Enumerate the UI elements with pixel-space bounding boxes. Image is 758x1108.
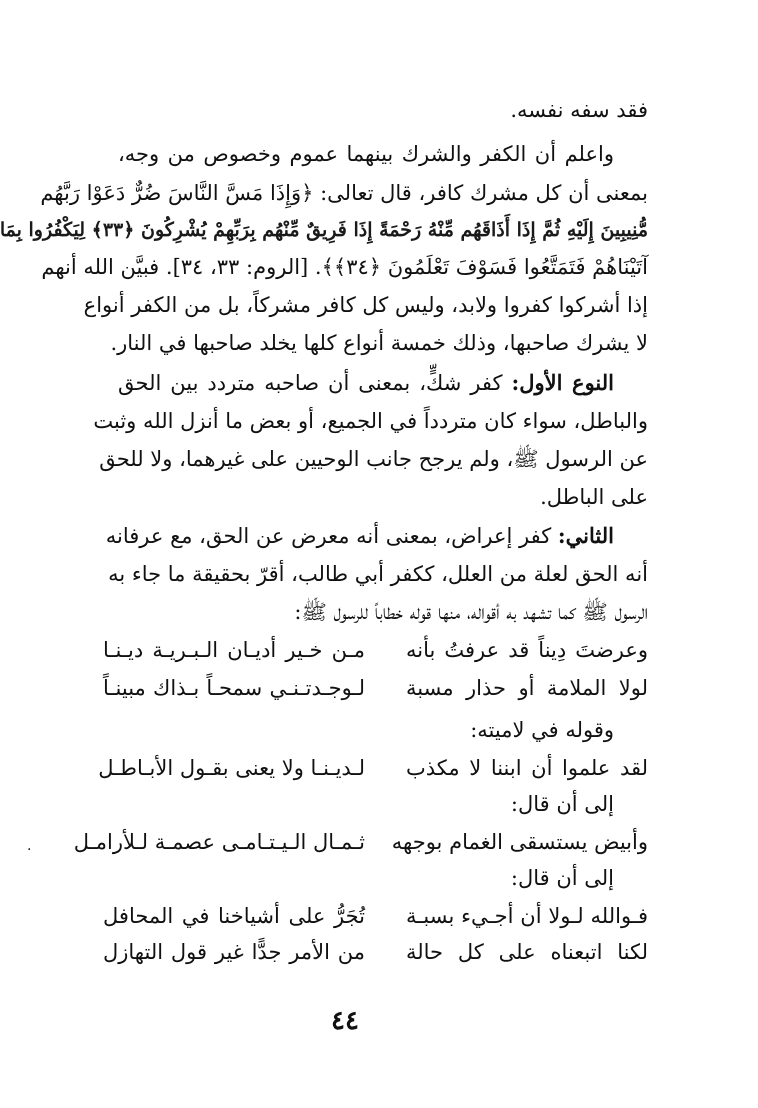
ila-an-qal-2: إلى أن قال: [510,866,614,890]
text-line-7: لا يشرك صاحبها، وذلك خمسة أنواع كلها يخلد صاحبها في النار. [110,331,648,355]
heading-second-type: الثاني: [557,523,614,548]
poem-verse-3-first-hemistich: لقد علموا أن ابننا لا مكذب [406,756,648,780]
poem-verse-4-first-hemistich: وأبيض يستسقى الغمام بوجهه [391,830,648,854]
text-line-3-content: بمعنى أن كل مشرك كافر، قال تعالى: ﴿وَإِذَا مَسَّ النَّاسَ ضُرٌّ دَعَوْا رَبَّهُم [40,181,648,205]
text-line-12-rest: كفر إعراض، بمعنى أنه معرض عن الحق، مع عرفانه [105,524,552,548]
poem-verse-1-second-hemistich: مـن خـير أديـان الـبـريـة ديـنـا [103,638,365,662]
poem-verse-5 [103,898,648,934]
poem-verse-6-second-hemistich: من الأمر جدًّا غير قول التهازل [103,940,365,964]
poem-verse-3 [98,750,648,786]
text-line-6: إذا أشركوا كفروا ولابد، وليس كل كافر مشركاً، بل من الكفر أنواع [83,293,648,317]
text-line-2: واعلم أن الكفر والشرك بينهما عموم وخصوص من وجه، [118,142,614,166]
heading-first-type: النوع الأول: [511,370,614,395]
poem-verse-5-first-hemistich: فـوالله لـولا أن أجـيء بسبـة [406,904,648,928]
poem-verse-6 [103,934,648,970]
text-line-13: أنه الحق لعلة من العلل، ككفر أبي طالب، أقرّ بحقيقة ما جاء به [108,562,648,586]
poem-verse-6-first-hemistich: لكنا اتبعناه على كل حالة [406,940,648,964]
quran-line-4: مُّنِيبِينَ إِلَيْهِ ثُمَّ إِذَا أَذَاقَهُم مِّنْهُ رَحْمَةً إِذَا فَرِيقٌ مِّنْهُم بِرَبِّهِمْ يُشْرِكُونَ ﴿٣٣﴾ لِيَكْفُرُوا بِمَا [0,219,648,241]
poem-verse-3-second-hemistich: لـديـنـا ولا يعنى بقـول الأبـاطـل [98,756,365,780]
page-number: ٤٤ [331,1006,359,1036]
text-line-9: والباطل، سواء كان متردداً في الجميع، أو بعض ما أنزل الله وثبت [93,409,648,433]
poem-verse-1 [103,632,648,668]
text-line-1: فقد سفه نفسه. [510,98,648,122]
poem-verse-2-first-hemistich: لولا الملامة أو حذار مسبة [406,676,648,700]
poem-verse-1-first-hemistich: وعرضتَ دِيناً قد عرفتُ بأنه [406,638,648,662]
text-line-12 [105,518,648,554]
text-line-8-rest: كفر شكٍّ، بمعنى أن صاحبه متردد بين الحق [118,371,503,395]
poem-verse-2-second-hemistich: لـوجـدتـنـي سمحـاً بـذاك مبينـاً [103,676,365,700]
text-line-5: آتَيْنَاهُمْ فَتَمَتَّعُوا فَسَوْفَ تَعْلَمُونَ ﴿٣٤﴾﴾. [الروم: ٣٣، ٣٤]. فبيَّن الله أنهم [41,255,648,279]
text-line-3 [40,175,648,211]
intro-lamiyya: وقوله في لاميته: [470,718,614,742]
ila-an-qal-1: إلى أن قال: [510,792,614,816]
text-line-11: على الباطل. [540,485,648,509]
stray-mark: . [27,838,32,854]
poem-verse-4 [73,824,648,860]
poem-verse-2 [103,670,648,706]
text-line-14: الرسول ﷺ كما تشهد به أقواله، منها قوله خطاباً للرسول ﷺ: [294,600,648,624]
text-line-8 [118,365,648,401]
text-line-10: عن الرسول ﷺ، ولم يرجح جانب الوحيين على غيرهما، ولا للحق [99,447,648,471]
poem-verse-4-second-hemistich: ثـمـال الـيـتـامـى عصمـة لـلأرامـل [73,830,365,854]
poem-verse-5-second-hemistich: تُجَرُّ على أشياخنا في المحافل [103,904,365,928]
